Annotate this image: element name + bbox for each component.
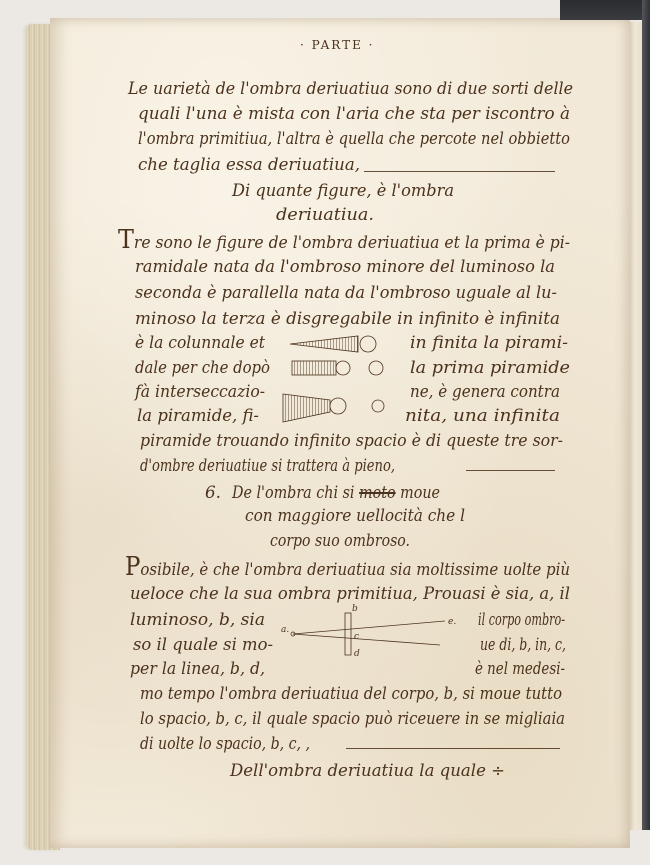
pyramidal-shadow xyxy=(290,336,358,352)
running-head: · PARTE · xyxy=(300,38,375,52)
parallel-shadow xyxy=(292,361,336,375)
label-d: d xyxy=(354,649,360,659)
chapter-heading: corpo suo ombroso. xyxy=(270,531,410,551)
text-line: di uolte lo spacio, b, c, , xyxy=(140,734,310,754)
text-line: d'ombre deriuatiue si trattera à pieno, xyxy=(140,456,395,476)
text-line: ramidale nata da l'ombroso minore del luminoso la xyxy=(135,257,555,277)
text-line: minoso la terza è disgregabile in infinito è infinita xyxy=(135,309,560,329)
chapter-heading: Di quante figure, è l'ombra xyxy=(232,181,454,201)
text-line: piramide trouando infinito spacio è di queste tre sor- xyxy=(140,431,563,451)
text-line: quali l'una è mista con l'aria che sta per iscontro à xyxy=(138,104,570,124)
text-line-left: è la colunnale et xyxy=(135,333,265,353)
text-line-right: la prima piramide xyxy=(410,358,570,378)
divergent-shadow xyxy=(283,394,330,422)
label-e: e. xyxy=(448,617,457,627)
text-line-left: luminoso, b, sia xyxy=(130,610,265,630)
text-line: che taglia essa deriuatiua, xyxy=(138,155,360,175)
text-line: mo tempo l'ombra deriuatiua del corpo, b, si moue tutto xyxy=(140,684,562,704)
chapter-number: 6. xyxy=(205,483,221,503)
ray-line xyxy=(293,621,445,634)
shadow-types-diagram xyxy=(283,336,384,422)
text-line-left: per la linea, b, d, xyxy=(130,659,265,679)
label-a: a. xyxy=(281,625,290,635)
label-c: c xyxy=(354,632,360,642)
shading-body xyxy=(336,361,350,375)
text-line: ueloce che la sua ombra primitiua, Prouasi è sia, a, il xyxy=(130,584,570,604)
light-source xyxy=(369,361,383,375)
text-line-right: il corpo ombro- xyxy=(478,610,565,630)
text-line-left: fà interseccazio- xyxy=(135,382,265,402)
label-b: b xyxy=(352,604,358,614)
shading-body xyxy=(330,398,346,414)
text-line: seconda è parallella nata da l'ombroso uguale al lu- xyxy=(135,283,557,303)
text-line: l'ombra primitiua, l'altra è quella che percote nel obbietto xyxy=(138,129,570,149)
shading-body xyxy=(345,613,351,655)
text-line: Posibile, è che l'ombra deriuatiua sia moltissime uolte più xyxy=(125,552,570,582)
text-line-right: è nel medesi- xyxy=(475,659,565,679)
light-source xyxy=(372,400,384,412)
text-line-left: dale per che dopò xyxy=(135,358,270,378)
struck-out-word: moto xyxy=(359,483,396,503)
ray-line xyxy=(293,634,440,645)
text-line-right: ue di, b, in, c, xyxy=(480,635,566,655)
chapter-heading: con maggiore uellocità che l xyxy=(245,506,465,526)
text-line-right: nita, una infinita xyxy=(405,406,560,426)
text-line-right: in finita la pirami- xyxy=(410,333,568,353)
text-line-left: so il quale si mo- xyxy=(133,635,273,655)
heading-text: De l'ombra chi si xyxy=(232,483,355,503)
heading-text: moue xyxy=(400,483,440,503)
text-line: Le uarietà de l'ombra deriuatiua sono di due sorti delle xyxy=(128,79,573,99)
shading-body xyxy=(360,336,376,352)
text-line-right: ne, è genera contra xyxy=(410,382,560,402)
text-line-left: la piramide, fi- xyxy=(137,406,259,426)
next-chapter-heading: Dell'ombra deriuatiua la quale ÷ xyxy=(230,761,505,781)
text-line: Tre sono le figure de l'ombra deriuatiua et la prima è pi- xyxy=(118,225,570,255)
chapter-heading: deriuatiua. xyxy=(276,205,374,225)
text-line: lo spacio, b, c, il quale spacio può riceuere in se migliaia xyxy=(140,709,565,729)
moving-shadow-diagram xyxy=(281,604,456,659)
